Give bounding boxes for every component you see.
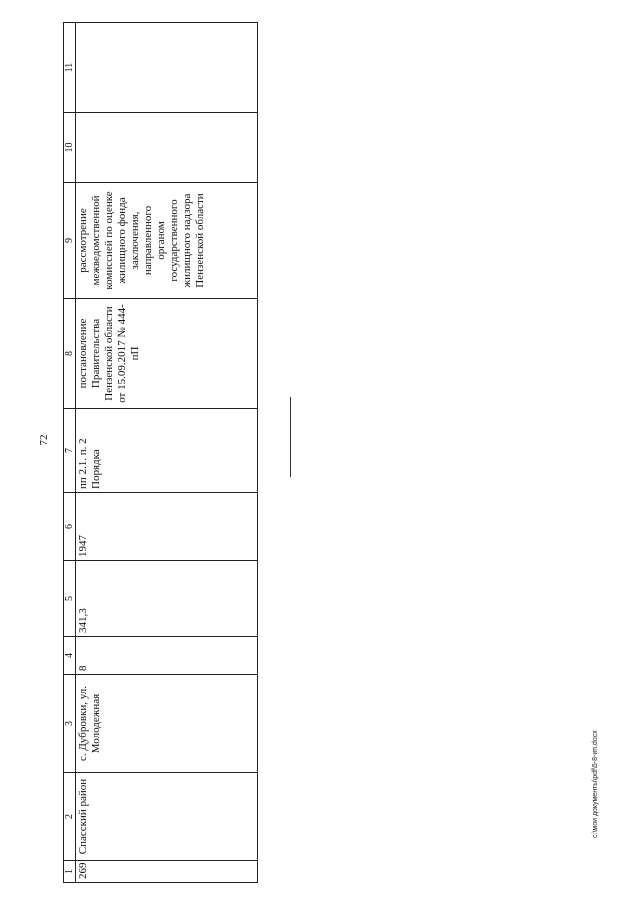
header-cell: 9: [64, 183, 76, 299]
header-cell: 1: [64, 861, 76, 883]
district-cell: Спасский район: [76, 773, 258, 861]
year-cell: 1947: [76, 493, 258, 561]
area-cell: 341,3: [76, 561, 258, 637]
empty-cell-10: [76, 113, 258, 183]
header-cell: 11: [64, 23, 76, 113]
table-row: [76, 23, 258, 883]
basis-cell: пп 2.1. п. 2 Порядка: [76, 409, 258, 493]
header-cell: 5: [64, 561, 76, 637]
file-path-footer: c:\мои документы\pdf\5-8-ип.docx: [592, 730, 599, 838]
data-table: [63, 22, 258, 883]
page-number: 72: [38, 434, 50, 446]
reason-cell: рассмотрение межведомственной комиссией по оценке жилищного фонда заключения, направленного органом государственного жилищного надзора Пензенской области: [76, 183, 258, 299]
header-cell: 4: [64, 637, 76, 675]
header-cell: 10: [64, 113, 76, 183]
header-cell: 2: [64, 773, 76, 861]
document-cell: постановление Правительства Пензенской области от 15.09.2017 № 444-пП: [76, 299, 258, 409]
row-number-cell: 269: [76, 861, 258, 883]
house-number-cell: 8: [76, 637, 258, 675]
header-cell: 6: [64, 493, 76, 561]
header-cell: 3: [64, 675, 76, 773]
separator-line: [290, 397, 291, 477]
rotated-table: [63, 23, 258, 883]
header-row: [64, 23, 76, 883]
empty-cell-11: [76, 23, 258, 113]
header-cell: 7: [64, 409, 76, 493]
address-cell: с. Дубровки, ул. Молодежная: [76, 675, 258, 773]
header-cell: 8: [64, 299, 76, 409]
